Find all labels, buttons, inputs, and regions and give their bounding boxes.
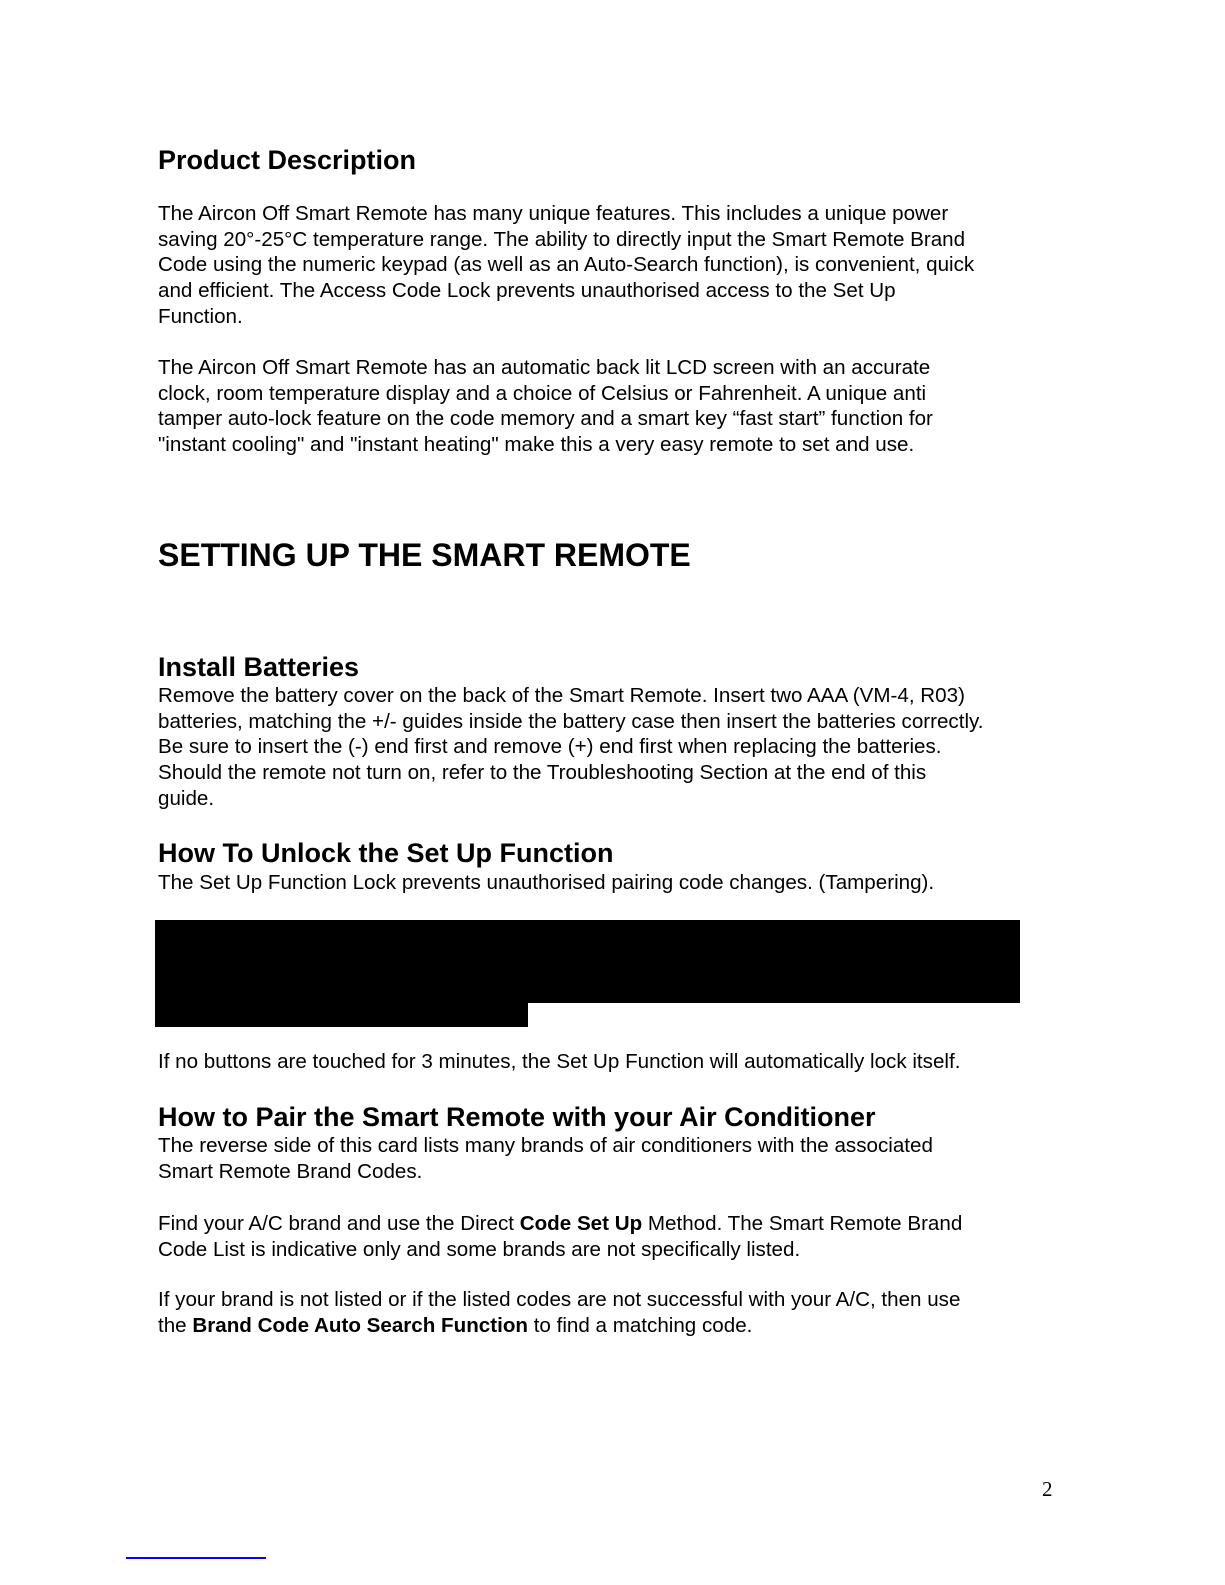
- text: "instant cooling" and "instant heating" make this a very easy remote to set and use.: [158, 433, 915, 457]
- text-line: [158, 1133, 933, 1159]
- text: Remove the battery cover on the back of the Smart Remote. Insert two AAA (VM-4, R03): [158, 684, 965, 707]
- paragraph: [158, 1049, 960, 1075]
- text: Code using the numeric keypad (as well as an Auto-Search function), is convenient, quick: [158, 253, 975, 277]
- bold-text: Brand Code Auto Search Function: [192, 1313, 528, 1337]
- text: saving 20°-25°C temperature range. The ability to directly input the Smart Remote Brand: [158, 227, 966, 251]
- text-line: [158, 278, 974, 304]
- text: guide.: [158, 786, 215, 810]
- text-line: [158, 432, 933, 458]
- text: Find your A/C brand and use the Direct: [158, 1212, 520, 1235]
- redaction-block: [155, 920, 1020, 1003]
- text: Smart Remote Brand Codes.: [158, 1159, 423, 1183]
- heading-setting-up: SETTING UP THE SMART REMOTE: [158, 537, 691, 573]
- bold-text: Code Set Up: [519, 1212, 643, 1235]
- paragraph: [158, 201, 974, 329]
- text: batteries, matching the +/- guides inside the battery case then insert the batteries correctly.: [158, 709, 984, 733]
- text: to find a matching code.: [527, 1313, 753, 1337]
- text: The Set Up Function Lock prevents unauthorised pairing code changes. (Tampering).: [158, 871, 935, 894]
- text: Function.: [158, 304, 243, 328]
- text-line: [158, 201, 974, 227]
- text-line: [158, 1159, 933, 1185]
- text: the: [158, 1313, 193, 1337]
- text-line: [158, 683, 984, 709]
- text-line: [158, 406, 933, 432]
- text-line: [158, 734, 984, 760]
- text: If no buttons are touched for 3 minutes, the Set Up Function will automatically lock itself.: [158, 1050, 961, 1073]
- paragraph: [158, 683, 984, 811]
- text-line: [158, 760, 984, 786]
- text: tamper auto-lock feature on the code memory and a smart key “fast start” function for: [158, 407, 933, 431]
- text-line: [158, 355, 933, 381]
- text: and efficient. The Access Code Lock prevents unauthorised access to the Set Up: [158, 279, 896, 303]
- redaction-block: [155, 1002, 528, 1027]
- heading-install-batteries: Install Batteries: [158, 652, 360, 682]
- text-line: [158, 870, 934, 896]
- paragraph: [158, 1287, 960, 1338]
- text-line: [158, 1287, 960, 1313]
- paragraph: [158, 1133, 933, 1184]
- text-line: [158, 786, 984, 812]
- text: Be sure to insert the (-) end first and remove (+) end first when replacing the batteries.: [158, 735, 942, 759]
- text: The Aircon Off Smart Remote has many unique features. This includes a unique power: [158, 202, 949, 225]
- text: The reverse side of this card lists many brands of air conditioners with the associated: [158, 1134, 933, 1157]
- text-line: [158, 1237, 962, 1263]
- paragraph: [158, 870, 934, 896]
- text: The Aircon Off Smart Remote has an automatic back lit LCD screen with an accurate: [158, 356, 931, 379]
- text: Should the remote not turn on, refer to the Troubleshooting Section at the end of this: [158, 761, 927, 785]
- text-line: [158, 252, 974, 278]
- text: clock, room temperature display and a choice of Celsius or Fahrenheit. A unique anti: [158, 381, 927, 405]
- footnote-separator: [126, 1557, 266, 1559]
- text-line: [158, 1313, 960, 1339]
- text-line: [158, 1049, 960, 1075]
- text-line: [158, 1211, 962, 1237]
- paragraph: [158, 1211, 962, 1262]
- heading-product-description: Product Description: [158, 145, 417, 175]
- heading-pair-remote: How to Pair the Smart Remote with your Air Conditioner: [158, 1102, 876, 1132]
- text: Method. The Smart Remote Brand: [642, 1212, 963, 1235]
- text-line: [158, 227, 974, 253]
- text-line: [158, 304, 974, 330]
- text-line: [158, 709, 984, 735]
- heading-unlock-setup: How To Unlock the Set Up Function: [158, 838, 614, 868]
- text: If your brand is not listed or if the listed codes are not successful with your A/C, then use: [158, 1288, 961, 1311]
- text: Code List is indicative only and some brands are not specifically listed.: [158, 1237, 801, 1261]
- paragraph: [158, 355, 933, 458]
- page-number: 2: [1042, 1477, 1053, 1501]
- text-line: [158, 381, 933, 407]
